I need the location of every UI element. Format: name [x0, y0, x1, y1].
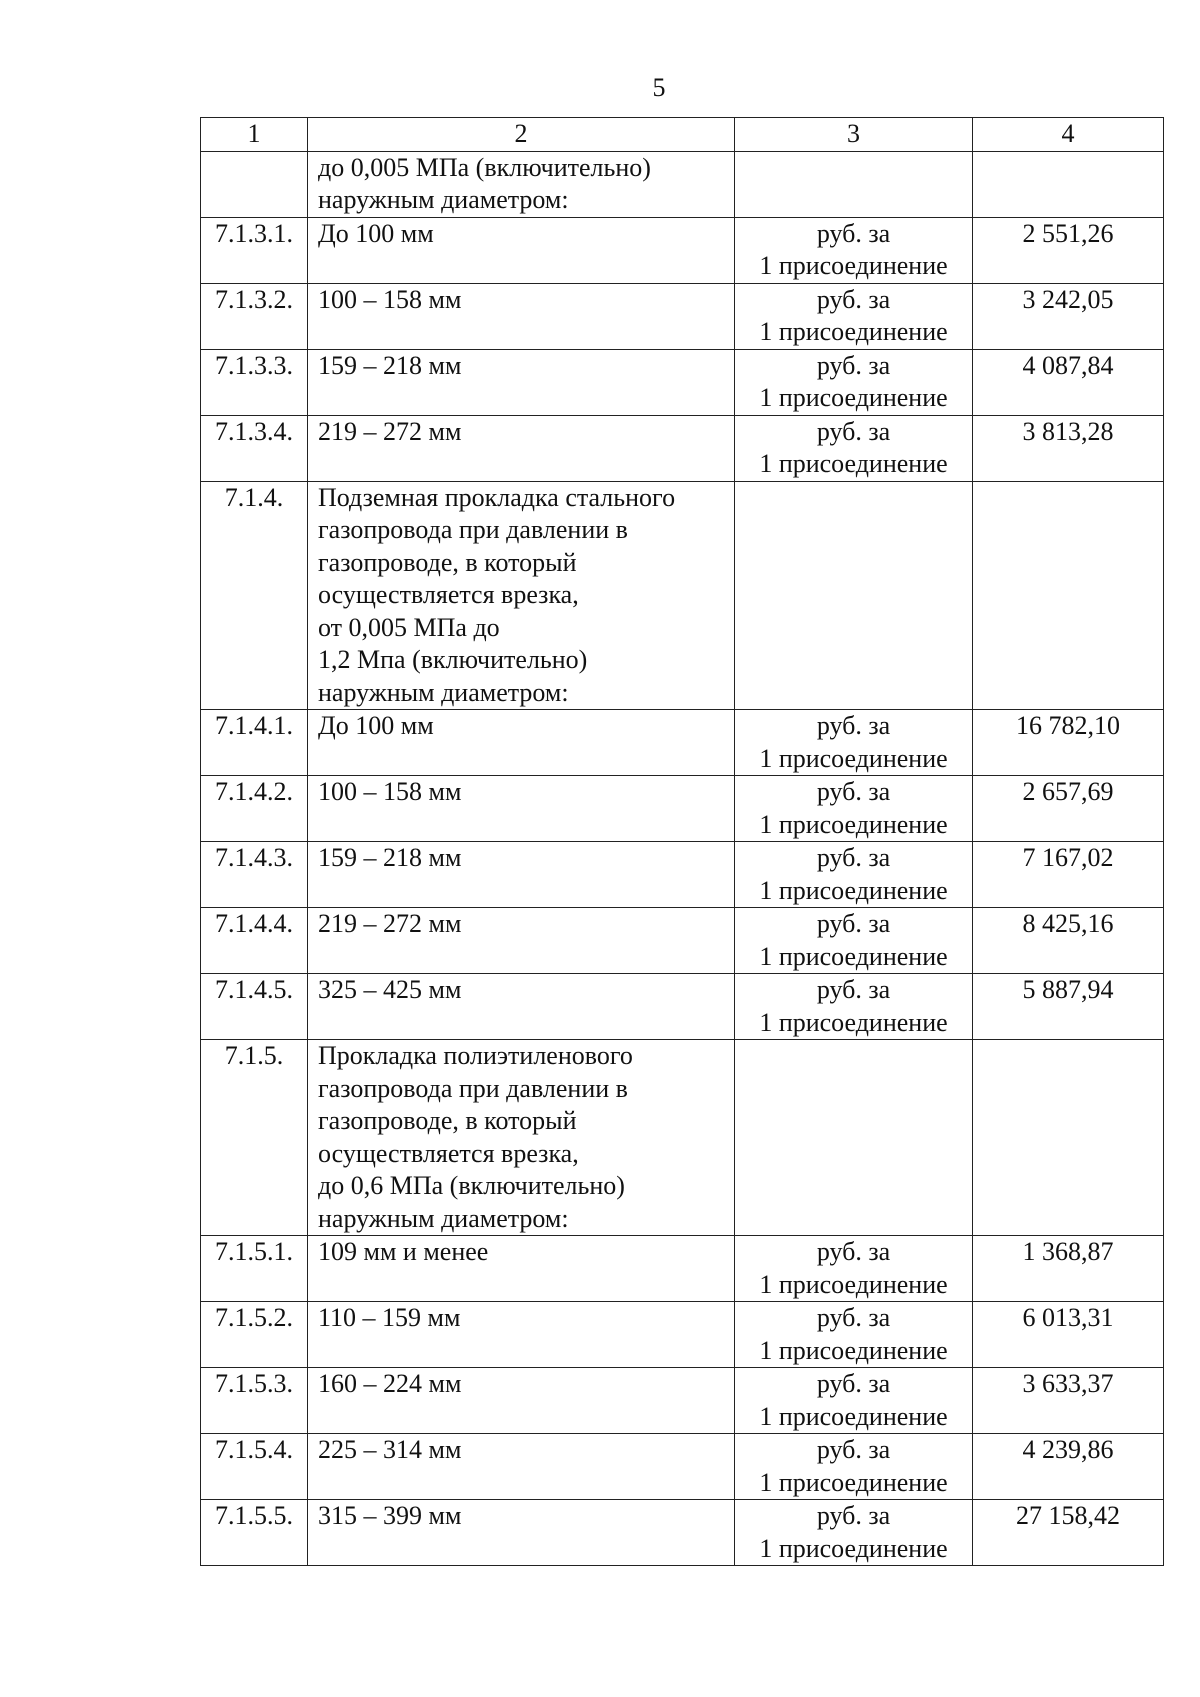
diameter-cell: 100 – 158 мм [308, 776, 735, 842]
unit-line-2: 1 присоединение [759, 1269, 948, 1299]
section-title-line: осуществляется врезка, [318, 580, 579, 609]
tariff-row [201, 415, 1164, 481]
unit-cell [735, 776, 973, 842]
unit-cell [735, 974, 973, 1040]
price-cell: 2 657,69 [973, 776, 1164, 842]
unit-line-1: руб. за [816, 218, 891, 248]
price-cell: 3 813,28 [973, 415, 1164, 481]
unit-line-2: 1 присоединение [759, 449, 948, 478]
unit-line-1: руб. за [816, 350, 891, 380]
diameter-cell: 160 – 224 мм [308, 1368, 735, 1434]
tariff-row [201, 1368, 1164, 1434]
item-code-cell: 7.1.5.2. [201, 1302, 308, 1368]
unit-line-1: руб. за [816, 1303, 891, 1332]
diameter-cell: До 100 мм [308, 710, 735, 776]
item-code-cell: 7.1.4.5. [201, 974, 308, 1040]
item-code-cell: 7.1.3.4. [201, 415, 308, 481]
price-cell: 4 239,86 [973, 1434, 1164, 1500]
price-cell: 3 633,37 [973, 1368, 1164, 1434]
item-code-cell: 7.1.4.1. [201, 710, 308, 776]
tariff-row [201, 1500, 1164, 1566]
unit-cell [735, 1500, 973, 1566]
item-code-cell: 7.1.4.2. [201, 776, 308, 842]
tariff-row [201, 1434, 1164, 1500]
section-title-line: наружным диаметром: [318, 185, 569, 214]
tariff-row [201, 710, 1164, 776]
section-header-row [201, 151, 1164, 217]
section-header-row [201, 1040, 1164, 1236]
unit-line-1: руб. за [816, 711, 891, 740]
item-code-cell: 7.1.3.1. [201, 217, 308, 283]
unit-cell [735, 415, 973, 481]
item-code-cell: 7.1.3.3. [201, 349, 308, 415]
tariff-row [201, 283, 1164, 349]
unit-line-2: 1 присоединение [759, 1533, 948, 1563]
section-title-line: газопроводе, в который [318, 1106, 577, 1135]
diameter-cell: 219 – 272 мм [308, 415, 735, 481]
column-number-row [201, 118, 1164, 152]
column-number-4: 4 [973, 118, 1164, 152]
unit-cell [735, 1236, 973, 1302]
diameter-cell: 325 – 425 мм [308, 974, 735, 1040]
unit-line-1: руб. за [816, 1237, 891, 1266]
section-title-line: газопровода при давлении в [318, 1073, 628, 1103]
unit-line-2: 1 присоединение [759, 875, 948, 905]
tariff-row [201, 1236, 1164, 1302]
unit-line-2: 1 присоединение [759, 809, 948, 839]
item-code-cell: 7.1.4.3. [201, 842, 308, 908]
section-title-line: наружным диаметром: [318, 677, 569, 707]
price-cell: 7 167,02 [973, 842, 1164, 908]
unit-line-2: 1 присоединение [759, 1007, 948, 1037]
tariff-row [201, 349, 1164, 415]
unit-cell [735, 217, 973, 283]
item-code-cell: 7.1.5.1. [201, 1236, 308, 1302]
tariff-table-body [201, 118, 1164, 1566]
item-code-cell: 7.1.5.5. [201, 1500, 308, 1566]
unit-cell [735, 710, 973, 776]
price-cell: 16 782,10 [973, 710, 1164, 776]
section-code-cell [201, 151, 308, 217]
section-header-row [201, 481, 1164, 710]
unit-line-2: 1 присоединение [759, 941, 948, 971]
section-title-line: до 0,005 МПа (включительно) [318, 152, 651, 182]
tariff-row [201, 974, 1164, 1040]
page-number: 5 [652, 73, 666, 102]
section-title-line: 1,2 Мпа (включительно) [318, 645, 588, 674]
unit-line-1: руб. за [816, 975, 891, 1004]
unit-cell [735, 1302, 973, 1368]
section-title-line: до 0,6 МПа (включительно) [318, 1171, 625, 1200]
section-code-cell: 7.1.5. [201, 1040, 308, 1236]
unit-line-2: 1 присоединение [759, 317, 948, 346]
unit-line-2: 1 присоединение [759, 383, 948, 412]
diameter-cell: 315 – 399 мм [308, 1500, 735, 1566]
unit-line-1: руб. за [816, 1435, 891, 1464]
unit-line-1: руб. за [816, 416, 891, 446]
column-number-1: 1 [201, 118, 308, 152]
column-number-2: 2 [308, 118, 735, 152]
unit-cell [735, 1368, 973, 1434]
price-cell: 8 425,16 [973, 908, 1164, 974]
unit-line-1: руб. за [816, 1501, 891, 1530]
tariff-row [201, 842, 1164, 908]
unit-line-1: руб. за [816, 909, 891, 938]
diameter-cell: 159 – 218 мм [308, 842, 735, 908]
section-code-cell: 7.1.4. [201, 481, 308, 710]
price-cell: 6 013,31 [973, 1302, 1164, 1368]
item-code-cell: 7.1.5.3. [201, 1368, 308, 1434]
tariff-row [201, 908, 1164, 974]
price-cell: 27 158,42 [973, 1500, 1164, 1566]
unit-line-2: 1 присоединение [759, 1335, 948, 1365]
tariff-row [201, 217, 1164, 283]
section-title-cell [308, 1040, 735, 1236]
unit-cell [735, 283, 973, 349]
price-cell: 1 368,87 [973, 1236, 1164, 1302]
diameter-cell: 159 – 218 мм [308, 349, 735, 415]
price-cell: 2 551,26 [973, 217, 1164, 283]
empty-value-cell [973, 1040, 1164, 1236]
section-title-line: Прокладка полиэтиленового [318, 1041, 633, 1070]
diameter-cell: 100 – 158 мм [308, 283, 735, 349]
item-code-cell: 7.1.5.4. [201, 1434, 308, 1500]
diameter-cell: 225 – 314 мм [308, 1434, 735, 1500]
empty-unit-cell [735, 1040, 973, 1236]
unit-line-2: 1 присоединение [759, 743, 948, 773]
unit-cell [735, 349, 973, 415]
unit-line-1: руб. за [816, 777, 891, 806]
column-number-3: 3 [735, 118, 973, 152]
tariff-table [200, 117, 1164, 1566]
unit-line-2: 1 присоединение [759, 1401, 948, 1431]
section-title-cell [308, 151, 735, 217]
diameter-cell: 110 – 159 мм [308, 1302, 735, 1368]
section-title-cell [308, 481, 735, 710]
item-code-cell: 7.1.4.4. [201, 908, 308, 974]
diameter-cell: До 100 мм [308, 217, 735, 283]
unit-line-2: 1 присоединение [759, 251, 948, 280]
section-title-line: осуществляется врезка, [318, 1138, 579, 1168]
price-cell: 4 087,84 [973, 349, 1164, 415]
unit-line-1: руб. за [816, 843, 891, 872]
unit-line-2: 1 присоединение [759, 1467, 948, 1497]
section-title-line: от 0,005 МПа до [318, 612, 500, 642]
empty-value-cell [973, 151, 1164, 217]
section-title-line: газопроводе, в который [318, 547, 577, 577]
empty-unit-cell [735, 481, 973, 710]
unit-cell [735, 908, 973, 974]
price-cell: 3 242,05 [973, 283, 1164, 349]
unit-line-1: руб. за [816, 284, 891, 314]
section-title-line: газопровода при давлении в [318, 515, 628, 544]
section-title-line: Подземная прокладка стального [318, 482, 676, 512]
tariff-row [201, 1302, 1164, 1368]
diameter-cell: 109 мм и менее [308, 1236, 735, 1302]
unit-line-1: руб. за [816, 1369, 891, 1398]
section-title-line: наружным диаметром: [318, 1203, 569, 1233]
diameter-cell: 219 – 272 мм [308, 908, 735, 974]
price-cell: 5 887,94 [973, 974, 1164, 1040]
tariff-row [201, 776, 1164, 842]
item-code-cell: 7.1.3.2. [201, 283, 308, 349]
empty-value-cell [973, 481, 1164, 710]
empty-unit-cell [735, 151, 973, 217]
unit-cell [735, 1434, 973, 1500]
unit-cell [735, 842, 973, 908]
